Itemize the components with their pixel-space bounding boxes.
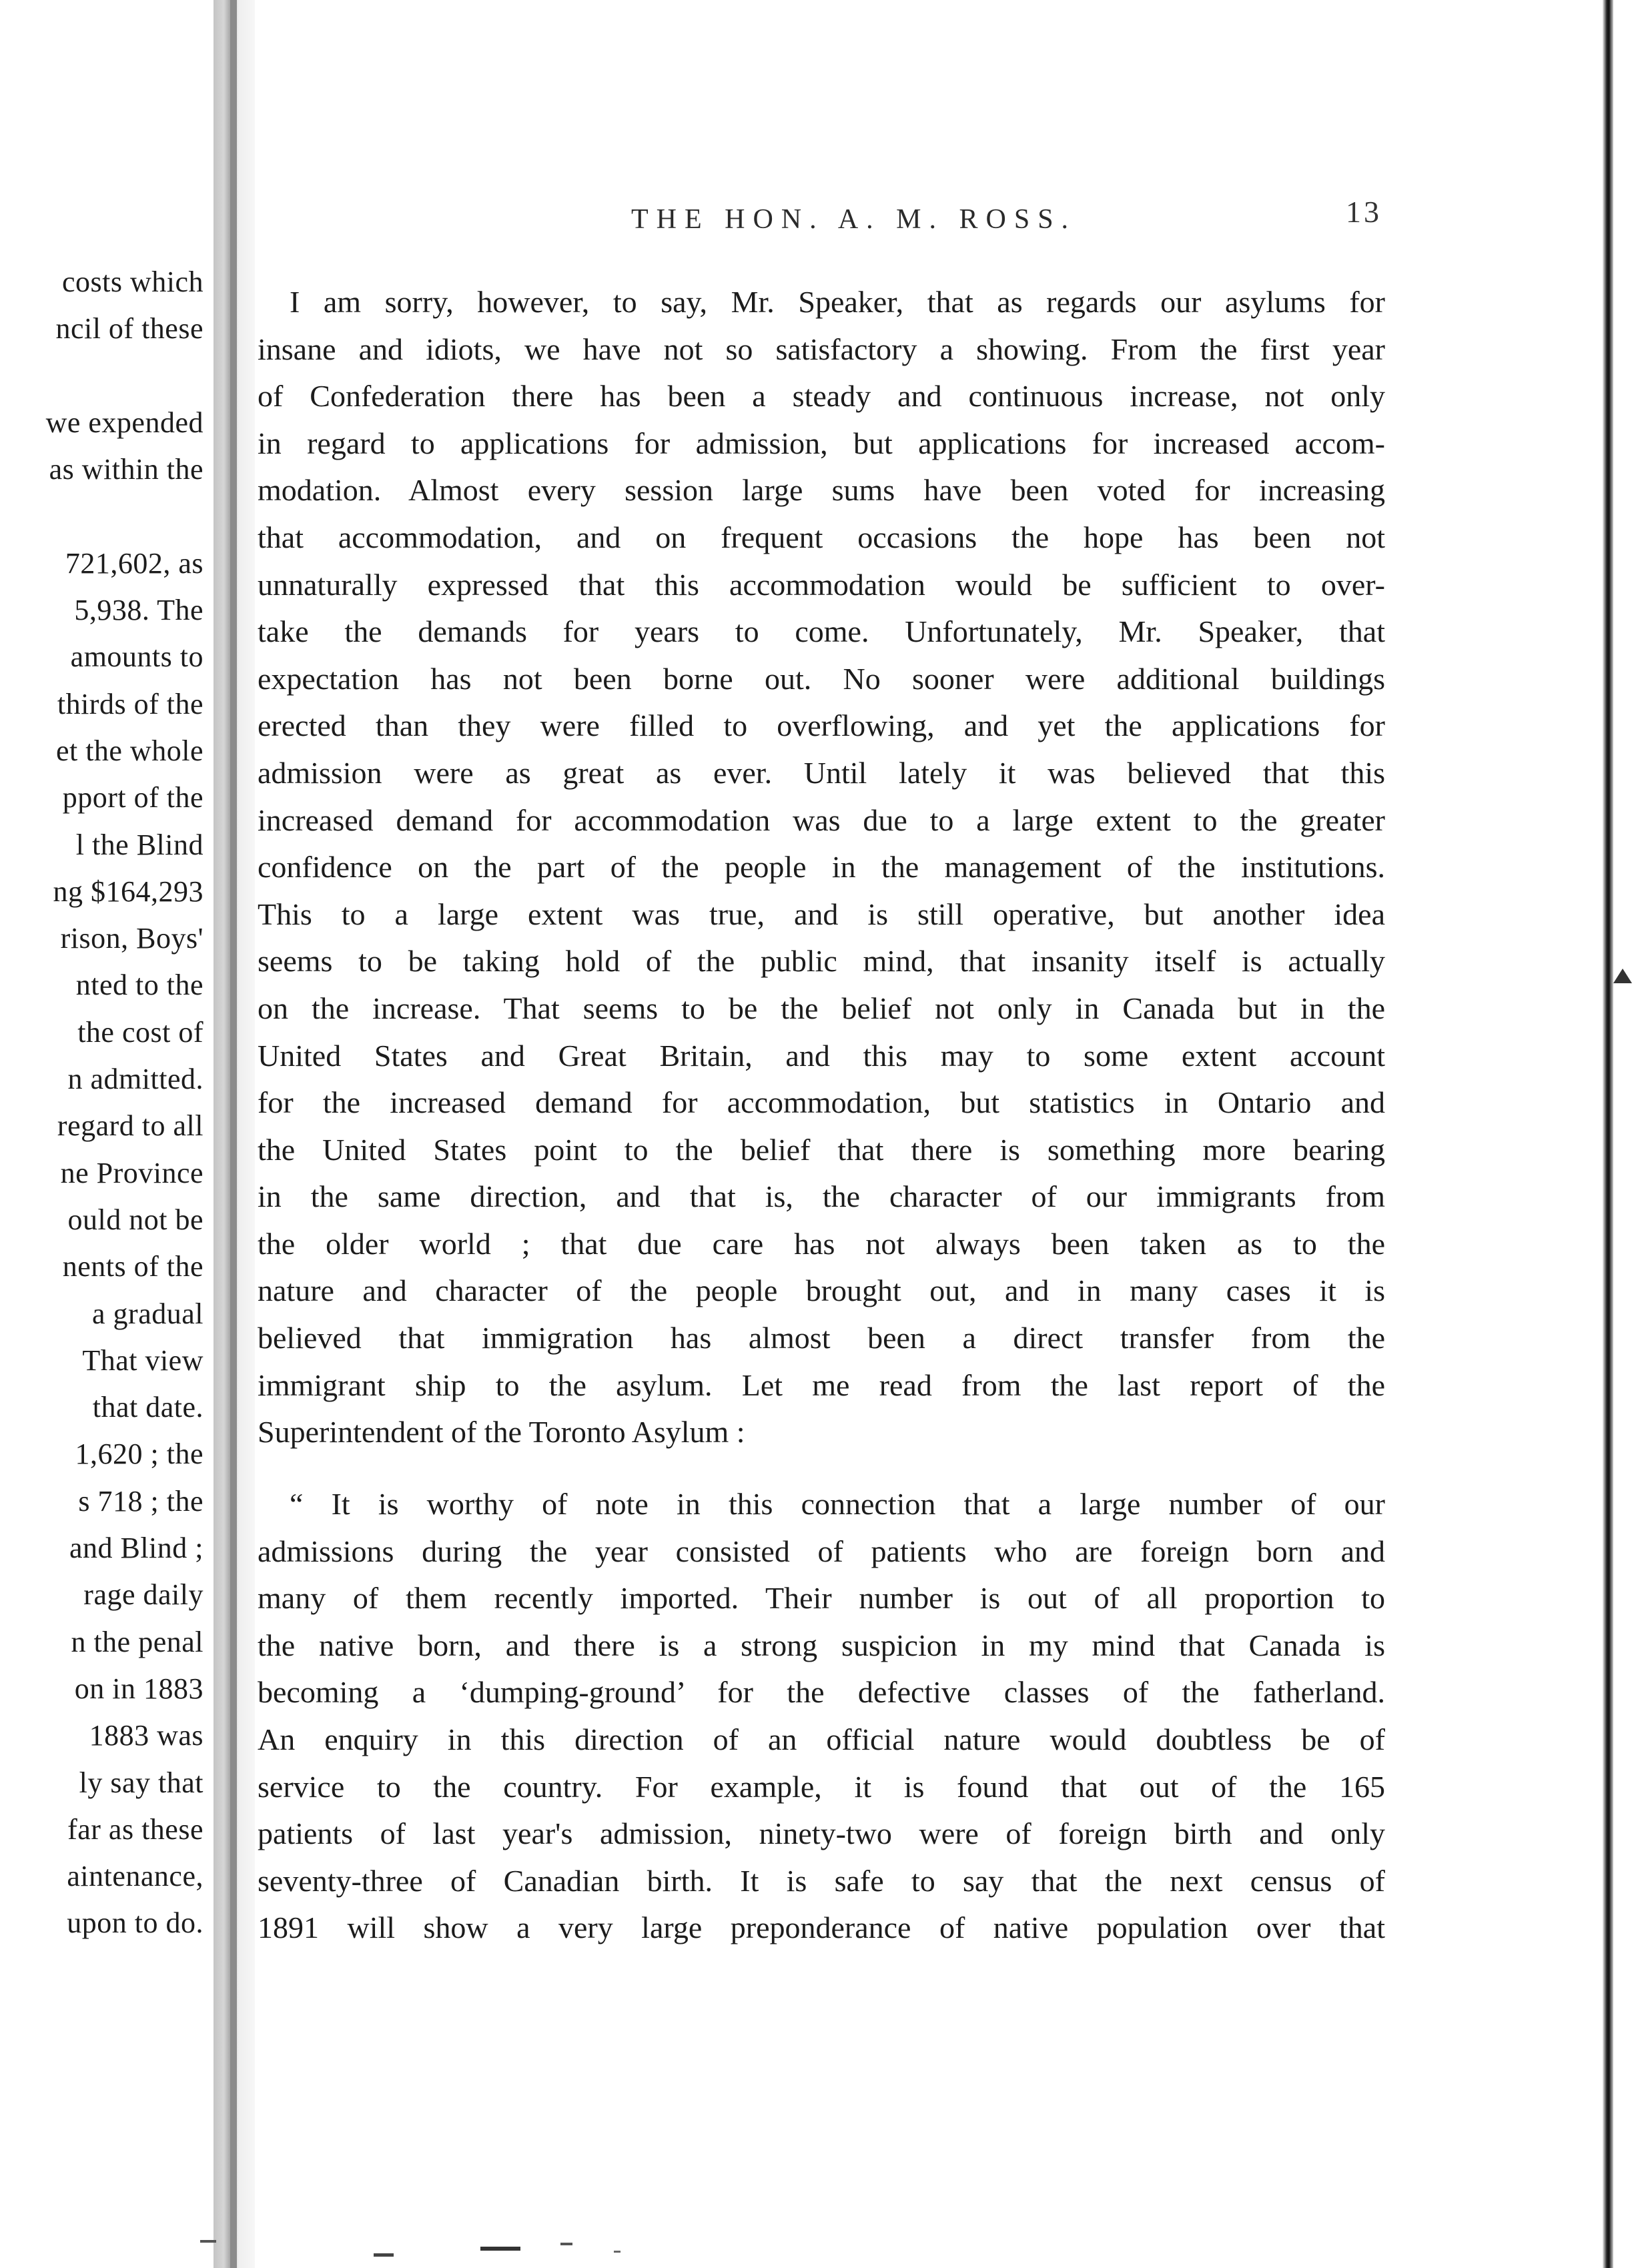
left-page-line: n the penal (71, 1625, 203, 1658)
left-page-line: thirds of the (57, 687, 203, 720)
quote-line: becoming a ‘dumping-ground’ for the defective classes of the fatherland. (258, 1675, 1385, 1710)
quote-line: 1891 will show a very large preponderance of native population over that (258, 1910, 1385, 1945)
left-page-line: as within the (49, 453, 203, 486)
text-line: on the increase. That seems to be the belief not only in Canada but in the (258, 991, 1385, 1025)
left-page-line: ne Province (60, 1156, 203, 1189)
left-page-line: pport of the (62, 781, 203, 814)
text-line: in regard to applications for admission, but applications for increased accom- (258, 426, 1385, 460)
text-line: erected than they were filled to overflowing, and yet the applications for (258, 708, 1385, 743)
left-page-line: l the Blind (75, 828, 203, 861)
left-page-line: regard to all (57, 1109, 203, 1143)
left-facing-page (0, 0, 212, 2268)
left-page-line: 1883 was (89, 1719, 203, 1752)
left-page-line: the cost of (77, 1015, 203, 1049)
left-page-line: costs which (61, 265, 203, 298)
text-line: confidence on the part of the people in the management of the institutions. (258, 850, 1385, 885)
left-page-line: on in 1883 (74, 1672, 203, 1705)
left-page-line: we expended (45, 406, 203, 439)
quote-line: admissions during the year consisted of patients who are foreign born and (258, 1534, 1385, 1568)
text-line: insane and idiots, we have not so satisfactory a showing. From the first year (258, 332, 1385, 366)
text-line: believed that immigration has almost been a direct transfer from the (258, 1321, 1385, 1355)
text-line: expectation has not been borne out. No sooner were additional buildings (258, 661, 1385, 696)
left-page-line: ncil of these (55, 312, 203, 346)
text-line: seems to be taking hold of the public mind, that insanity itself is actually (258, 944, 1385, 979)
quote-line: patients of last year's admission, ninety-two were of foreign birth and only (258, 1816, 1385, 1851)
left-page-line: et the whole (55, 734, 203, 767)
text-line: immigrant ship to the asylum. Let me read from the last report of the (258, 1367, 1385, 1402)
quote-line: seventy-three of Canadian birth. It is safe to say that the next census of (258, 1863, 1385, 1898)
left-page-line: ly say that (79, 1766, 203, 1799)
left-page-line (0, 493, 203, 540)
left-page-line: aintenance, (67, 1860, 203, 1893)
text-line: modation. Almost every session large sums have been voted for increasing (258, 473, 1385, 508)
text-line: admission were as great as ever. Until lately it was believed that this (258, 755, 1385, 790)
left-page-line: far as these (67, 1812, 203, 1846)
left-page-line: s 718 ; the (78, 1484, 203, 1518)
quote-line: “ It is worthy of note in this connection that a large number of our (290, 1487, 1385, 1521)
margin-marker-icon (1613, 969, 1632, 983)
running-head: THE HON. A. M. ROSS. (631, 204, 1077, 235)
left-page-line: That view (82, 1343, 203, 1377)
left-page-line: a gradual (92, 1297, 203, 1330)
left-page-line: nted to the (75, 969, 203, 1002)
main-paragraph (258, 279, 1385, 1456)
left-page-line: 1,620 ; the (75, 1438, 203, 1471)
left-page-line: ould not be (67, 1203, 203, 1236)
text-line: This to a large extent was true, and is still operative, but another idea (258, 897, 1385, 931)
text-line: of Confederation there has been a steady and continuous increase, not only (258, 379, 1385, 414)
text-line: the older world ; that due care has not always been taken as to the (258, 1226, 1385, 1261)
left-page-line: rage daily (83, 1578, 203, 1612)
text-line: the United States point to the belief that there is something more bearing (258, 1132, 1385, 1167)
left-page-line: amounts to (70, 640, 203, 674)
left-page-line (0, 353, 203, 400)
page-edge (1603, 0, 1613, 2268)
left-page-line: nents of the (62, 1250, 203, 1283)
left-page-line: n admitted. (67, 1063, 203, 1096)
left-page-line: 721,602, as (65, 546, 203, 580)
quote-line: service to the country. For example, it is found that out of the 165 (258, 1769, 1385, 1804)
quoted-report-paragraph (258, 1481, 1385, 1952)
scan-bottom-artifacts (0, 2228, 1652, 2268)
text-line: United States and Great Britain, and this may to some extent account (258, 1038, 1385, 1073)
text-line: in the same direction, and that is, the character of our immigrants from (258, 1179, 1385, 1214)
quote-line: the native born, and there is a strong suspicion in my mind that Canada is (258, 1628, 1385, 1662)
quote-line: many of them recently imported. Their number is out of all proportion to (258, 1581, 1385, 1616)
left-page-line: ng $164,293 (53, 875, 203, 908)
text-line: unnaturally expressed that this accommodation would be sufficient to over- (258, 567, 1385, 602)
left-page-line: that date. (92, 1391, 203, 1424)
left-page-text-fragments (0, 259, 203, 1947)
left-page-line: and Blind ; (69, 1532, 203, 1565)
text-line: take the demands for years to come. Unfortunately, Mr. Speaker, that (258, 614, 1385, 649)
page-number: 13 (1346, 195, 1382, 229)
text-line: I am sorry, however, to say, Mr. Speaker, that as regards our asylums for (290, 285, 1385, 319)
text-line: increased demand for accommodation was due to a large extent to the greater (258, 802, 1385, 837)
text-line: Superintendent of the Toronto Asylum : (258, 1415, 745, 1450)
left-page-line: 5,938. The (74, 594, 203, 627)
text-line: nature and character of the people brought out, and in many cases it is (258, 1273, 1385, 1308)
left-page-line: upon to do. (67, 1906, 203, 1940)
gutter-shadow-line (230, 0, 237, 2268)
left-page-line: rison, Boys' (60, 922, 203, 955)
text-line: for the increased demand for accommodation, but statistics in Ontario and (258, 1085, 1385, 1120)
quote-line: An enquiry in this direction of an official nature would doubtless be of (258, 1722, 1385, 1756)
text-line: that accommodation, and on frequent occasions the hope has been not (258, 520, 1385, 554)
